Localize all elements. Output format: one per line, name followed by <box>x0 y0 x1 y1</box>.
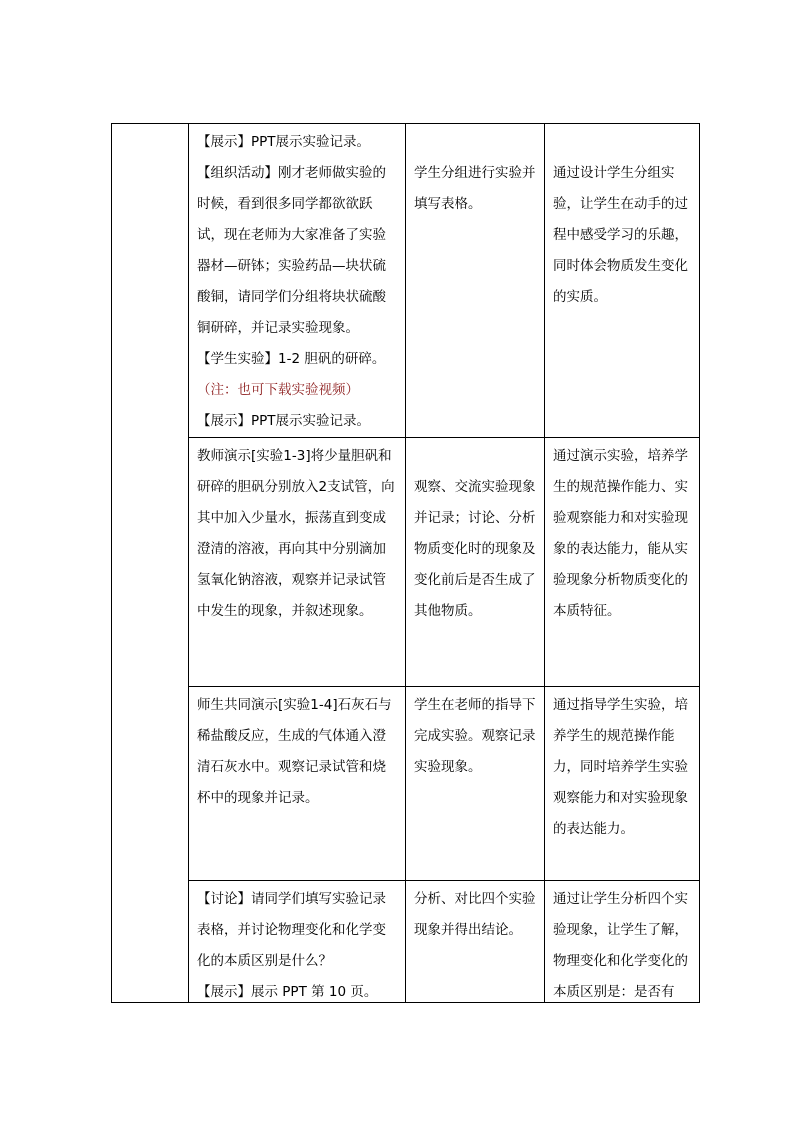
table-row <box>112 124 700 438</box>
intent-cell <box>545 438 700 687</box>
stage-cell <box>112 124 189 1003</box>
intent-text: 通过让学生分析四个实验现象，让学生了解，物理变化和化学变化的本质区别是：是否有 <box>553 891 688 1000</box>
activity-note: （注：也可下载实验视频） <box>197 382 359 398</box>
student-text: 分析、对比四个实验现象并得出结论。 <box>414 891 536 938</box>
activity-cell <box>189 687 406 881</box>
table-row <box>112 438 700 687</box>
activity-text: 【展示】PPT展示实验记录。 <box>197 413 371 429</box>
intent-cell <box>545 881 700 1003</box>
activity-cell <box>189 881 406 1003</box>
student-cell <box>406 881 545 1003</box>
table-row <box>112 881 700 1003</box>
intent-text: 通过演示实验，培养学生的规范操作能力、实验观察能力和对实验现象的表达能力，能从实验现象分析物质变化的本质特征。 <box>553 448 688 619</box>
student-text: 观察、交流实验现象并记录；讨论、分析物质变化时的现象及变化前后是否生成了其他物质。 <box>414 479 536 619</box>
activity-cell <box>189 438 406 687</box>
student-text: 学生在老师的指导下完成实验。观察记录实验现象。 <box>414 697 536 775</box>
activity-text: 【讨论】请同学们填写实验记录表格，并讨论物理变化和化学变化的本质区别是什么？ <box>197 891 386 969</box>
activity-text: 师生共同演示[实验1-4]石灰石与稀盐酸反应，生成的气体通入澄清石灰水中。观察记录试管和烧杯中的现象并记录。 <box>197 697 392 806</box>
student-cell <box>406 438 545 687</box>
student-cell <box>406 124 545 438</box>
activity-text: 【学生实验】1-2 胆矾的研碎。 <box>197 351 386 367</box>
lesson-table <box>111 123 700 1003</box>
table-row <box>112 687 700 881</box>
activity-text: 教师演示[实验1-3]将少量胆矾和研碎的胆矾分别放入2支试管，向其中加入少量水，振荡直到变成澄清的溶液，再向其中分别滴加氢氧化钠溶液，观察并记录试管中发生的现象，并叙述现象。 <box>197 448 395 619</box>
activity-text: 【展示】展示 PPT 第 10 页。 <box>197 984 378 1000</box>
intent-cell <box>545 124 700 438</box>
activity-cell <box>189 124 406 438</box>
intent-text: 通过设计学生分组实验，让学生在动手的过程中感受学习的乐趣，同时体会物质发生变化的实质。 <box>553 165 688 305</box>
activity-text: 【组织活动】刚才老师做实验的时候，看到很多同学都欲欲跃试，现在老师为大家准备了实验器材—研钵；实验药品—块状硫酸铜，请同学们分组将块状硫酸铜研碎，并记录实验现象。 <box>197 165 386 336</box>
activity-text: 【展示】PPT展示实验记录。 <box>197 134 371 150</box>
intent-text: 通过指导学生实验，培养学生的规范操作能力，同时培养学生实验观察能力和对实验现象的表达能力。 <box>553 697 688 837</box>
intent-cell <box>545 687 700 881</box>
student-cell <box>406 687 545 881</box>
student-text: 学生分组进行实验并填写表格。 <box>414 165 536 212</box>
